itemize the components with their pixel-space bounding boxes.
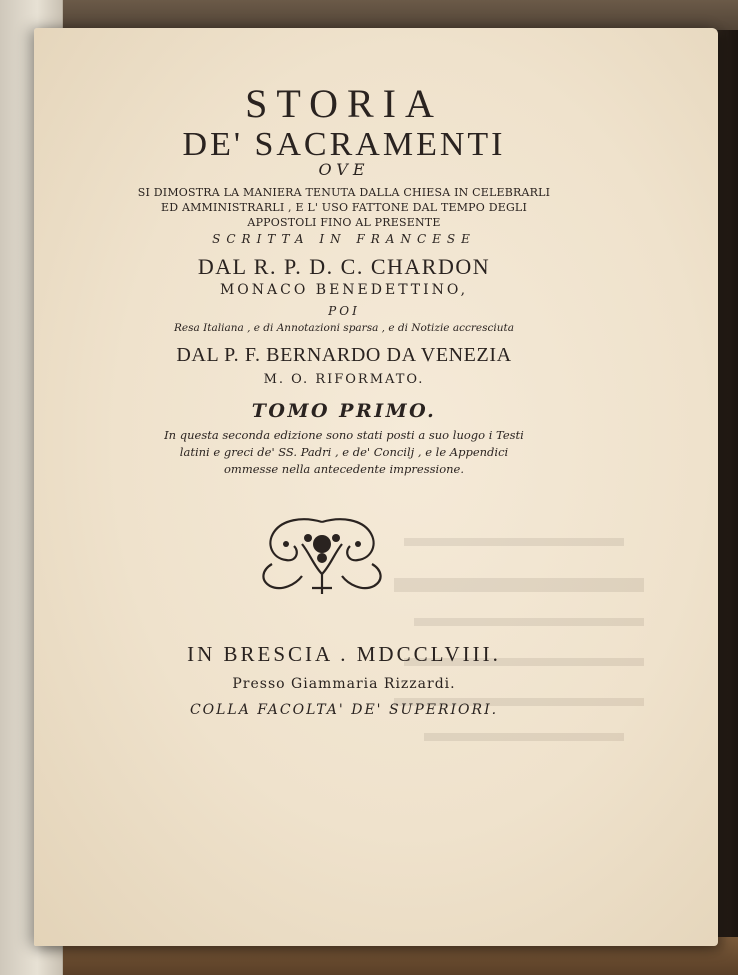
translator-line: DAL P. F. BERNARDO DA VENEZIA <box>176 344 512 366</box>
edition-line-3: ommesse nella antecedente impressione. <box>224 462 464 476</box>
printer-line: Presso Giammaria Rizzardi. <box>232 676 456 692</box>
scritta-line: SCRITTA IN FRANCESE <box>212 232 476 246</box>
edition-line-2: latini e greci de' SS. Padri , e de' Concilj , e le Appendici <box>179 445 509 459</box>
description-line-2: ED AMMINISTRARLI , E L' USO FATTONE DAL TEMPO DEGLI <box>161 201 527 214</box>
author-line: DAL R. P. D. C. CHARDON <box>197 254 491 279</box>
translator-role-line: M. O. RIFORMATO. <box>263 372 425 387</box>
title-line-2: DE' SACRAMENTI <box>182 126 506 163</box>
translation-note-line: Resa Italiana , e di Annotazioni sparsa , e di Notizie accresciuta <box>174 322 514 334</box>
description-line-3: APPOSTOLI FINO AL PRESENTE <box>247 216 441 229</box>
author-role-line: MONACO BENEDETTINO, <box>219 282 469 298</box>
imprint-place-line: IN BRESCIA . MDCCLVIII. <box>187 642 501 666</box>
title-page <box>34 28 718 946</box>
title-line-1: STORIA <box>245 81 443 126</box>
ove-line: OVE <box>318 160 370 179</box>
volume-line: TOMO PRIMO. <box>251 400 437 422</box>
edition-line-1: In questa seconda edizione sono stati posti a suo luogo i Testi <box>164 428 524 442</box>
title-page-text <box>34 28 718 946</box>
license-line: COLLA FACOLTA' DE' SUPERIORI. <box>189 702 499 718</box>
description-line-1: SI DIMOSTRA LA MANIERA TENUTA DALLA CHIESA IN CELEBRARLI <box>137 186 551 199</box>
poi-line: POI <box>328 304 360 318</box>
printer-ornament-icon <box>252 514 392 596</box>
